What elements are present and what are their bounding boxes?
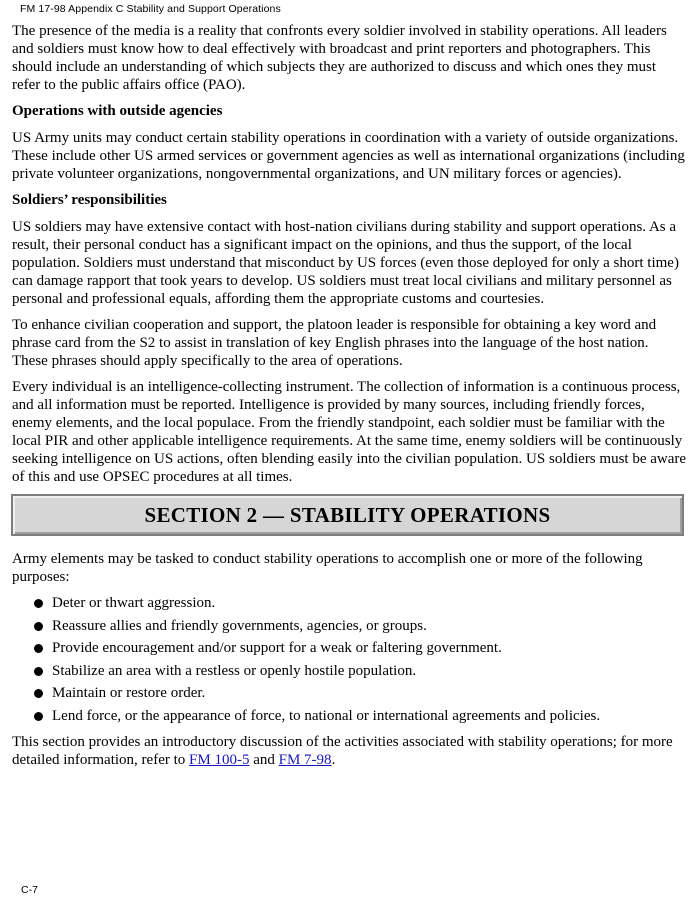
section2-intro: Army elements may be tasked to conduct stability operations to accomplish one or more of the following purposes: bbox=[12, 551, 643, 585]
section-title: SECTION 2 — STABILITY OPERATIONS bbox=[144, 503, 551, 527]
list-item: Reassure allies and friendly governments, agencies, or groups. bbox=[34, 617, 687, 635]
bullet-icon bbox=[34, 667, 43, 676]
heading-outside-agencies: Operations with outside agencies bbox=[12, 103, 223, 119]
heading-soldiers-responsibilities: Soldiers’ responsibilities bbox=[12, 192, 167, 208]
bullet-icon bbox=[34, 599, 43, 608]
list-item: Maintain or restore order. bbox=[34, 684, 687, 702]
closing-paragraph: This section provides an introductory discussion of the activities associated with stability operations; for more detailed information, refer to FM 100-5 and FM 7-98. bbox=[12, 733, 673, 768]
bullet-icon bbox=[34, 712, 43, 721]
running-header: FM 17-98 Appendix C Stability and Support Operations bbox=[20, 3, 281, 15]
bullet-icon bbox=[34, 622, 43, 631]
media-paragraph: The presence of the media is a reality that confronts every soldier involved in stability operations. All leaders and soldiers must know how to deal effectively with broadcast and print reporters and photographers. This should include an understanding of which subjects they are authorized to discuss and which ones they must refer to the public affairs office (PAO). bbox=[12, 23, 667, 93]
list-item: Provide encouragement and/or support for a weak or faltering government. bbox=[34, 639, 687, 657]
section-title-box bbox=[11, 494, 684, 536]
bullet-icon bbox=[34, 689, 43, 698]
outside-agencies-paragraph: US Army units may conduct certain stability operations in coordination with a variety of outside organizations. These include other US armed services or government agencies as well as international organizations (including private volunteer organizations, nongovernmental organizations, and UN military forces or agencies). bbox=[12, 130, 685, 182]
list-item: Deter or thwart aggression. bbox=[34, 594, 687, 612]
responsibilities-paragraph-1: US soldiers may have extensive contact with host-nation civilians during stability and support operations. As a result, their personal conduct has a significant impact on the opinions, and thus the support, of the local population. Soldiers must understand that misconduct by US forces (even those deployed for only a short time) can damage rapport that took years to develop. US soldiers must treat local civilians and military personnel as personal and professional equals, affording them the appropriate customs and courtesies. bbox=[12, 219, 679, 307]
responsibilities-paragraph-2: To enhance civilian cooperation and support, the platoon leader is responsible for obtaining a key word and phrase card from the S2 to assist in translation of key English phrases into the language of the host nation. These phrases should apply specifically to the area of operations. bbox=[12, 317, 657, 369]
page-number: C-7 bbox=[21, 884, 38, 896]
purposes-list bbox=[12, 594, 687, 725]
responsibilities-paragraph-3: Every individual is an intelligence-collecting instrument. The collection of information is a continuous process, and all information must be reported. Intelligence is provided by many sources, including friendly forces, enemy elements, and the local populace. From the friendly standpoint, each soldier must be familiar with the local PIR and other applicable intelligence requirements. At the same time, enemy soldiers will be continuously seeking intelligence on US actions, often blending easily into the civilian population. US soldiers must be aware of this and use OPSEC procedures at all times. bbox=[12, 379, 687, 485]
fm-100-5-link[interactable]: FM 100-5 bbox=[189, 751, 250, 768]
list-item: Stabilize an area with a restless or openly hostile population. bbox=[34, 662, 687, 680]
page-body bbox=[12, 22, 687, 777]
bullet-icon bbox=[34, 644, 43, 653]
list-item: Lend force, or the appearance of force, to national or international agreements and policies. bbox=[34, 707, 687, 725]
fm-7-98-link[interactable]: FM 7-98 bbox=[278, 751, 332, 768]
